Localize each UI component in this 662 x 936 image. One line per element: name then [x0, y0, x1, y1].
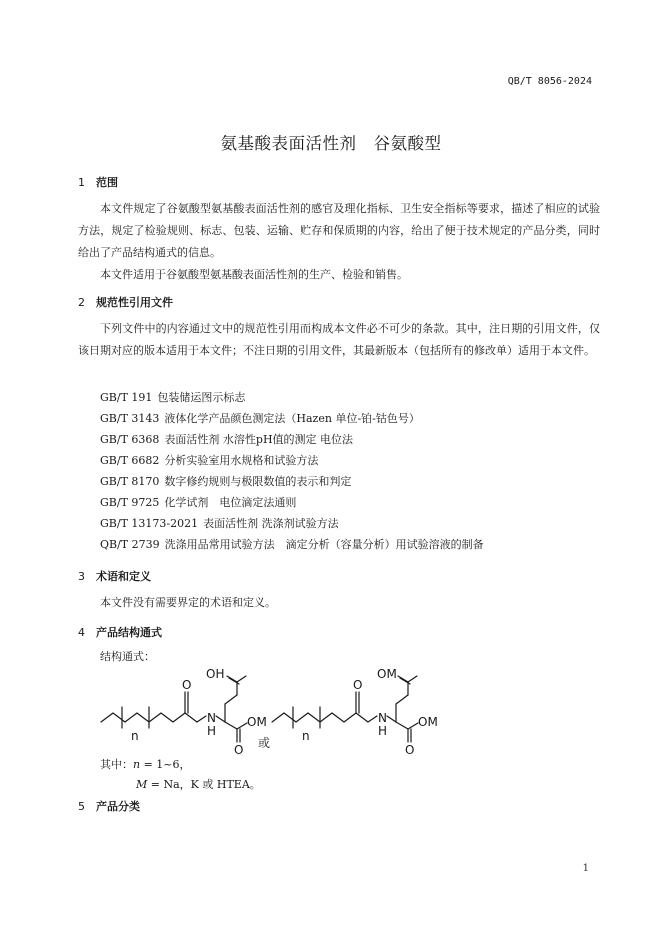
reference-item — [100, 473, 351, 489]
section-number: 2 — [78, 296, 85, 309]
carbonyl-oxygen-label: O — [353, 678, 363, 692]
top-group-label: OH — [206, 667, 225, 681]
or-label: 或 — [258, 736, 271, 750]
acid-oxygen-label: O — [405, 743, 415, 757]
structure-label: 结构通式： — [100, 650, 155, 663]
structure-formula-diagram — [0, 662, 662, 758]
section-title: 术语和定义 — [96, 570, 151, 583]
where-prefix: 其中： — [100, 758, 133, 771]
reference-item — [100, 536, 484, 552]
reference-item — [100, 410, 420, 426]
top-group-label: OM — [377, 667, 397, 681]
section-title: 产品结构通式 — [96, 626, 162, 639]
reference-item — [100, 452, 318, 468]
reference-code: GB/T 13173-2021 — [100, 517, 199, 530]
section-number: 1 — [78, 176, 85, 189]
section-2-heading — [78, 294, 173, 310]
ester-group-label: OM — [247, 715, 267, 729]
standard-code: QB/T 8056-2024 — [507, 76, 592, 87]
section-number: 5 — [78, 800, 85, 813]
m-value: = Na，K 或 HTEA。 — [147, 778, 261, 791]
section-title: 规范性引用文件 — [96, 296, 173, 309]
section-3-heading — [78, 568, 151, 584]
section-4-heading — [78, 624, 162, 640]
reference-title: 化学试剂 电位滴定法通则 — [164, 496, 297, 509]
reference-title: 洗涤用品常用试验方法 滴定分析（容量分析）用试验溶液的制备 — [164, 538, 484, 551]
amide-n-label: N — [207, 711, 216, 725]
section-1-heading — [78, 174, 118, 190]
where-line-m — [136, 776, 261, 792]
amide-h-label: H — [207, 724, 217, 738]
section-5-heading — [78, 798, 140, 814]
reference-item — [100, 431, 353, 447]
reference-title: 分析实验室用水规格和试验方法 — [164, 454, 319, 467]
repeat-bracket-right — [293, 707, 320, 728]
repeat-subscript: n — [131, 729, 139, 743]
scope-paragraph-2: 本文件适用于谷氨酸型氨基酸表面活性剂的生产、检验和销售。 — [100, 268, 408, 281]
section-title: 范围 — [96, 176, 118, 189]
m-variable: M — [136, 778, 148, 791]
reference-title: 包装储运图示标志 — [157, 391, 246, 404]
amide-h-label: H — [378, 724, 388, 738]
amide-n-label: N — [378, 711, 387, 725]
document-title: 氨基酸表面活性剂 谷氨酸型 — [220, 134, 442, 153]
reference-code: GB/T 6682 — [100, 454, 160, 467]
normative-intro: 下列文件中的内容通过文中的规范性引用而构成本文件必不可少的条款。其中，注日期的引用文件，仅该日期对应的版本适用于本文件；不注日期的引用文件，其最新版本（包括所有的修改单）适用于本文件。 — [78, 322, 600, 357]
reference-code: QB/T 2739 — [100, 538, 160, 551]
scope-paragraph-1: 本文件规定了谷氨酸型氨基酸表面活性剂的感官及理化指标、卫生安全指标等要求，描述了相应的试验方法，规定了检验规则、标志、包装、运输、贮存和保质期的内容，给出了便于技术规定的产品分类，同时给出了产品结构通式的信息。 — [78, 202, 600, 259]
reference-code: GB/T 9725 — [100, 496, 160, 509]
n-variable: n — [133, 758, 141, 771]
reference-title: 表面活性剂 洗涤剂试验方法 — [203, 517, 339, 530]
acid-oxygen-label: O — [234, 743, 244, 757]
ester-group-label: OM — [418, 715, 438, 729]
section-number: 4 — [78, 626, 85, 639]
reference-item — [100, 515, 339, 531]
reference-title: 液体化学产品颜色测定法（Hazen 单位-铂-钴色号） — [164, 412, 420, 425]
where-line-n — [100, 756, 191, 772]
repeat-bracket-left — [122, 707, 149, 728]
n-value: = 1~6， — [140, 758, 191, 771]
section-number: 3 — [78, 570, 85, 583]
reference-item — [100, 389, 245, 405]
reference-title: 表面活性剂 水溶性pH值的测定 电位法 — [164, 433, 354, 446]
reference-code: GB/T 3143 — [100, 412, 160, 425]
reference-code: GB/T 191 — [100, 391, 153, 404]
reference-item — [100, 494, 296, 510]
repeat-subscript: n — [302, 729, 310, 743]
section-title: 产品分类 — [96, 800, 140, 813]
page-number: 1 — [582, 863, 589, 874]
reference-code: GB/T 6368 — [100, 433, 160, 446]
carbonyl-oxygen-label: O — [182, 678, 192, 692]
reference-code: GB/T 8170 — [100, 475, 160, 488]
reference-title: 数字修约规则与极限数值的表示和判定 — [164, 475, 352, 488]
terms-paragraph: 本文件没有需要界定的术语和定义。 — [100, 596, 276, 609]
